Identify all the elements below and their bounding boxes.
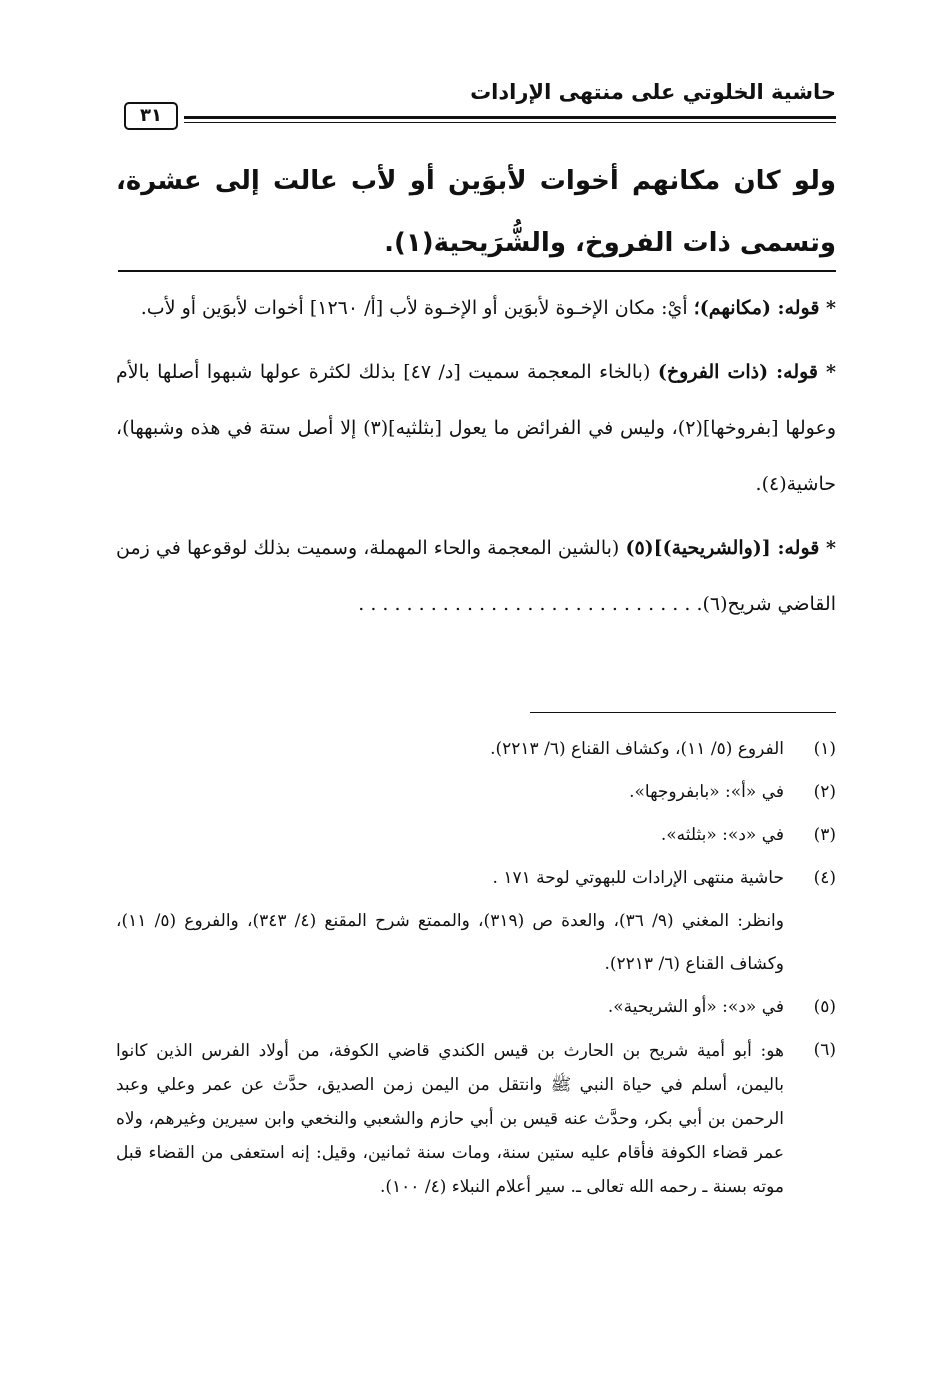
book-title: حاشية الخلوتي على منتهى الإرادات (470, 80, 836, 104)
footnote-number: (٦) (813, 1040, 836, 1060)
footnote (116, 986, 836, 1029)
footnotes-section (116, 728, 836, 1209)
main-text: ولو كان مكانهم أخوات لأبوَين أو لأب عالت إلى عشرة، وتسمى ذات الفروخ، والشُّرَيحية(١). (116, 166, 836, 258)
footnote-text: في «د»: «بثلثه». (660, 825, 784, 845)
commentary-text: (بالشين المعجمة والحاء المهملة، وسميت بذلك لوقوعها في زمن القاضي شريح(٦) (116, 537, 836, 615)
page-header (118, 80, 836, 136)
footnote-number: (١) (813, 739, 836, 759)
footnote-number: (٢) (813, 782, 836, 802)
footnote-text: في «أ»: «بابفروجها». (629, 782, 784, 802)
page-number: ٣١ (124, 102, 178, 130)
footnote-text: حاشية منتهى الإرادات للبهوتي لوحة ١٧١ . (492, 868, 784, 888)
footnote-number: (٣) (813, 825, 836, 845)
footnote-number: (٤) (813, 868, 836, 888)
commentary-text: أيْ: مكان الإخـوة لأبوَين أو الإخـوة لأب [أ/ ١٢٦٠] أخوات لأبوَين أو لأب. (140, 297, 694, 319)
commentary-lead: * قوله: (مكانهم)؛ (693, 297, 836, 319)
header-rule-thick (184, 116, 836, 119)
commentary-lead: * قوله: (ذات الفروخ) (657, 361, 836, 383)
commentary-lead: * قوله: [(والشريحية)](٥) (625, 537, 836, 559)
commentary-paragraph (116, 280, 836, 336)
footnote-text: الفروع (٥/ ١١)، وكشاف القناع (٦/ ٢٢١٣). (490, 739, 784, 759)
footnote (116, 857, 836, 900)
commentary-section (116, 280, 836, 632)
main-divider (118, 270, 836, 272)
footnote-text: في «د»: «أو الشريحية». (607, 997, 784, 1017)
footnote (116, 771, 836, 814)
commentary-text: (بالخاء المعجمة سميت [د/ ٤٧] بذلك لكثرة عولها شبهوا أصلها بالأم وعولها [بفروخها](٢)، وليس في الفرائض ما يعول [بثلثيه](٣) إلا أصل ستة في هذه وشبهها)، حاشية(٤). (116, 361, 837, 495)
footnote-text: هو: أبو أمية شريح بن الحارث بن قيس الكندي قاضي الكوفة، من أولاد الفرس الذين كانوا باليمن، أسلم في حياة النبي ﷺ وانتقل من اليمن زمن الصديق، حدَّث عن عمر وعلي وعبد الرحمن بن أبي بكر، وحدَّث عنه قيس بن أبي حازم والشعبي والنخعي وابن سيرين وغيرهم، ولاه عمر قضاء الكوفة فأقام عليه ستين سنة، ومات سنة ثمانين، وقيل: إنه استعفى من القضاء قبل موته بسنة ـ رحمه الله تعالى ـ. سير أعلام النبلاء (٤/ ١٠٠). (116, 1041, 784, 1197)
footnote (116, 814, 836, 857)
header-rule-thin (184, 122, 836, 123)
commentary-paragraph (116, 344, 836, 512)
footnote (116, 1029, 836, 1209)
continuation-dots: . . . . . . . . . . . . . . . . . . . . . . . . . . . . . (358, 593, 703, 615)
footnote-number: (٥) (813, 997, 836, 1017)
footnote-separator (530, 712, 836, 713)
footnote-continuation: وانظر: المغني (٩/ ٣٦)، والعدة ص (٣١٩)، والممتع شرح المقنع (٤/ ٣٤٣)، والفروع (٥/ ١١)، وكشاف القناع (٦/ ٢٢١٣). (116, 911, 784, 974)
commentary-paragraph (116, 520, 836, 632)
footnote (116, 728, 836, 771)
